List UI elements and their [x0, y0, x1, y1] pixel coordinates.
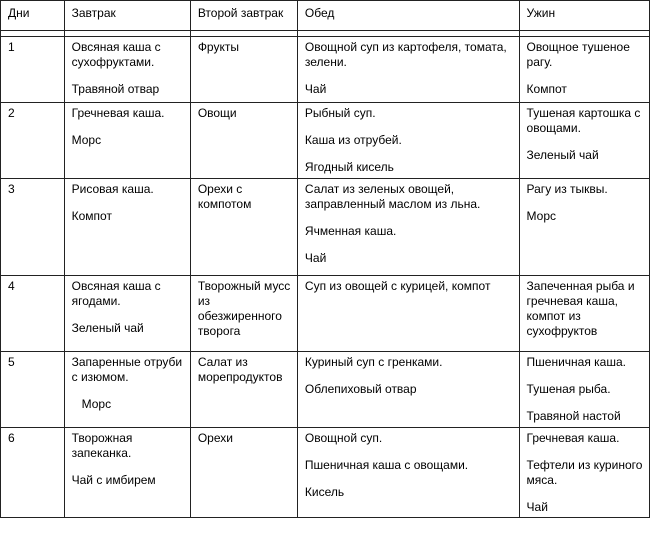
- cell-text: Запаренные отруби с изюмом.: [71, 355, 183, 384]
- table-row: [1, 352, 650, 428]
- cell-lunch: [297, 352, 519, 428]
- cell-text: Овощи: [197, 106, 237, 120]
- cell-text: 6: [8, 431, 15, 445]
- cell-text: 5: [8, 355, 15, 369]
- cell-text: Чай: [526, 500, 548, 514]
- table-header-row: [1, 1, 650, 31]
- cell-second-breakfast: [190, 103, 297, 179]
- cell-text: Каша из отрубей.: [304, 133, 402, 147]
- cell-text: Рисовая каша.: [71, 182, 154, 196]
- cell-text: 1: [8, 40, 15, 54]
- cell-text: Ячменная каша.: [304, 224, 397, 238]
- table-row: [1, 37, 650, 103]
- cell-text: Рыбный суп.: [304, 106, 376, 120]
- cell-text: Тушеная картошка с овощами.: [526, 106, 641, 135]
- cell-text: 2: [8, 106, 15, 120]
- cell-lunch: [297, 428, 519, 518]
- cell-text: Чай: [304, 82, 327, 96]
- cell-breakfast: [64, 428, 190, 518]
- cell-second-breakfast: [190, 428, 297, 518]
- cell-dinner: [519, 276, 649, 352]
- cell-text: Гречневая каша.: [71, 106, 165, 120]
- cell-text: Пшеничная каша с овощами.: [304, 458, 469, 472]
- header-day: Дни: [1, 1, 65, 31]
- cell-day: [1, 276, 65, 352]
- cell-breakfast: [64, 276, 190, 352]
- cell-day: [1, 428, 65, 518]
- cell-text: Суп из овощей с курицей, компот: [304, 279, 491, 293]
- cell-text: Овощной суп.: [304, 431, 383, 445]
- cell-text: Травяной настой: [526, 409, 621, 423]
- cell-text: Гречневая каша.: [526, 431, 620, 445]
- cell-text: Зеленый чай: [71, 321, 144, 335]
- cell-lunch: [297, 276, 519, 352]
- cell-text: Орехи: [197, 431, 233, 445]
- cell-text: 3: [8, 182, 15, 196]
- cell-text: Зеленый чай: [526, 148, 599, 162]
- cell-second-breakfast: [190, 37, 297, 103]
- cell-dinner: [519, 103, 649, 179]
- cell-dinner: [519, 37, 649, 103]
- table-row: [1, 179, 650, 276]
- cell-text: Чай: [304, 251, 327, 265]
- cell-text: Орехи с компотом: [197, 182, 252, 211]
- cell-text: Морс: [71, 133, 102, 147]
- cell-text: Салат из зеленых овощей, заправленный маслом из льна.: [304, 182, 481, 211]
- cell-text: Фрукты: [197, 40, 239, 54]
- cell-text: Ягодный кисель: [304, 160, 394, 174]
- cell-text: Компот: [526, 82, 567, 96]
- cell-day: [1, 37, 65, 103]
- cell-lunch: [297, 37, 519, 103]
- cell-text: Овсяная каша с сухофруктами.: [71, 40, 161, 69]
- cell-breakfast: [64, 37, 190, 103]
- cell-breakfast: [64, 352, 190, 428]
- cell-day: [1, 103, 65, 179]
- cell-text: Творожная запеканка.: [71, 431, 133, 460]
- cell-lunch: [297, 179, 519, 276]
- cell-text: Облепиховый отвар: [304, 382, 417, 396]
- cell-text: Творожный мусс из обезжиренного творога: [197, 279, 291, 338]
- cell-dinner: [519, 179, 649, 276]
- cell-text: Куриный суп с гренками.: [304, 355, 443, 369]
- cell-lunch: [297, 103, 519, 179]
- cell-day: [1, 179, 65, 276]
- header-lunch: Обед: [297, 1, 519, 31]
- cell-text: Тушеная рыба.: [526, 382, 611, 396]
- cell-text: Овощное тушеное рагу.: [526, 40, 630, 69]
- cell-breakfast: [64, 103, 190, 179]
- cell-text: Пшеничная каша.: [526, 355, 626, 369]
- cell-breakfast: [64, 179, 190, 276]
- cell-text: Овсяная каша с ягодами.: [71, 279, 161, 308]
- cell-dinner: [519, 352, 649, 428]
- table-row: [1, 276, 650, 352]
- cell-text: Овощной суп из картофеля, томата, зелени.: [304, 40, 507, 69]
- cell-text: Морс: [526, 209, 557, 223]
- cell-text: Салат из морепродуктов: [197, 355, 283, 384]
- table-row: [1, 428, 650, 518]
- cell-text: Травяной отвар: [71, 82, 160, 96]
- cell-text: Кисель: [304, 485, 345, 499]
- header-breakfast: Завтрак: [64, 1, 190, 31]
- header-second-breakfast: Второй завтрак: [190, 1, 297, 31]
- cell-text: 4: [8, 279, 15, 293]
- cell-text: Морс: [81, 397, 112, 411]
- table-row: [1, 103, 650, 179]
- cell-dinner: [519, 428, 649, 518]
- cell-text: Чай с имбирем: [71, 473, 156, 487]
- cell-second-breakfast: [190, 352, 297, 428]
- cell-text: Запеченная рыба и гречневая каша, компот из сухофруктов: [526, 279, 635, 338]
- cell-day: [1, 352, 65, 428]
- cell-second-breakfast: [190, 179, 297, 276]
- cell-second-breakfast: [190, 276, 297, 352]
- cell-text: Компот: [71, 209, 112, 223]
- cell-text: Рагу из тыквы.: [526, 182, 608, 196]
- cell-text: Тефтели из куриного мяса.: [526, 458, 643, 487]
- header-dinner: Ужин: [519, 1, 649, 31]
